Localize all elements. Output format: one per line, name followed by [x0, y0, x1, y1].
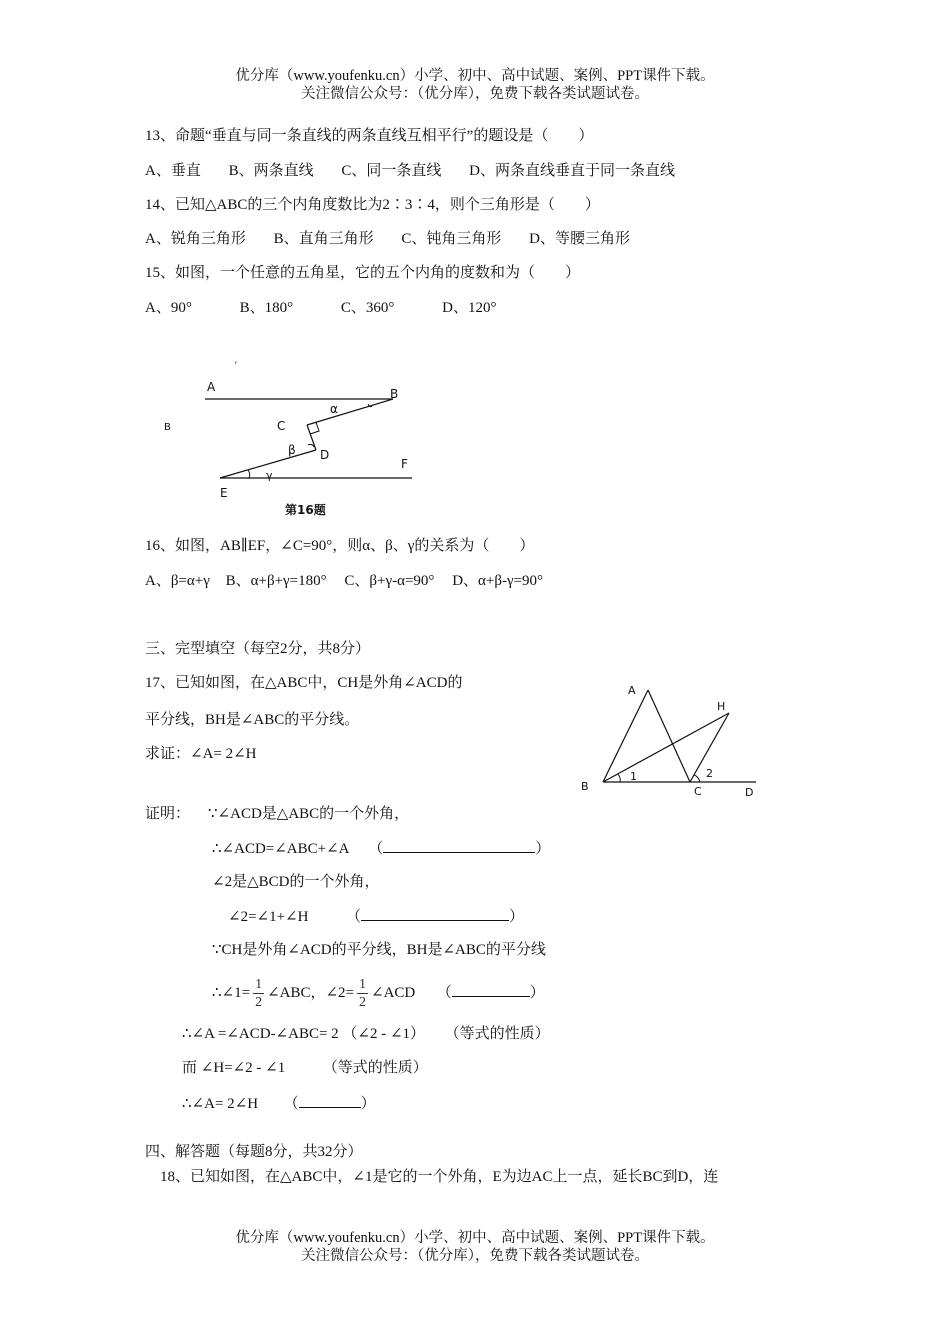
- segment-ba: [603, 690, 648, 782]
- proof-step-2: ∴∠ACD=∠ABC+∠A: [212, 841, 349, 857]
- proof-line-2: [212, 838, 550, 859]
- proof-line-6: [212, 976, 545, 1011]
- label-c: C: [694, 785, 702, 798]
- label-alpha: α: [330, 402, 338, 416]
- label-a: A: [628, 684, 636, 697]
- answer-blank-3[interactable]: [452, 982, 530, 997]
- figure-16-caption: 第16题: [285, 503, 326, 517]
- q15-options: [145, 298, 520, 318]
- label-a: A: [207, 380, 216, 394]
- q13-option-d: D、两条直线垂直于同一条直线: [469, 163, 675, 179]
- figure-17: [570, 680, 770, 805]
- q14-option-a: A、锐角三角形: [145, 231, 246, 247]
- angle-1-arc: [618, 774, 620, 782]
- proof-step-1: ∵∠ACD是△ABC的一个外角，: [208, 806, 410, 822]
- q16-text: 16、如图，AB∥EF，∠C=90°，则α、β、γ的关系为（ ）: [145, 538, 535, 554]
- open-paren: （: [283, 1096, 299, 1112]
- header-line-1: 优分库（www.youfenku.cn）小学、初中、高中试题、案例、PPT课件下载。: [235, 68, 715, 84]
- q14-option-d: D、等腰三角形: [529, 231, 630, 247]
- angle-arc-d: [308, 444, 314, 447]
- proof-step-6a: ∴∠1=: [212, 985, 251, 1001]
- proof-line-4: [228, 906, 524, 927]
- proof-reason-7: （等式的性质）: [444, 1026, 550, 1042]
- frac-num: 1: [255, 977, 263, 993]
- q13-options: [145, 161, 699, 181]
- q16-option-d: D、α+β-γ=90°: [452, 573, 544, 589]
- figure-16: [150, 350, 440, 525]
- answer-blank-4[interactable]: [299, 1093, 361, 1108]
- label-c: C: [277, 419, 286, 433]
- label-beta: β: [288, 443, 296, 457]
- fraction-half-1: [253, 976, 264, 1011]
- q15-text: 15、如图，一个任意的五角星，它的五个内角的度数和为（ ）: [145, 265, 581, 281]
- footer-line-1: 优分库（www.youfenku.cn）小学、初中、高中试题、案例、PPT课件下载。: [235, 1230, 715, 1246]
- label-stray-b: B: [164, 422, 171, 433]
- label-d: D: [320, 448, 330, 462]
- q15-option-d: D、120°: [442, 300, 497, 316]
- proof-step-8: 而 ∠H=∠2 - ∠1: [182, 1060, 286, 1076]
- proof-line-8: [182, 1058, 428, 1078]
- q16-option-a: A、β=α+γ: [145, 573, 210, 589]
- q17-line-2: 平分线，BH是∠ABC的平分线。: [145, 712, 360, 728]
- label-b: B: [581, 780, 589, 793]
- proof-line-9: [182, 1093, 376, 1114]
- label-f: F: [401, 457, 408, 471]
- q15-option-c: C、360°: [340, 300, 395, 316]
- close-paren: ）: [535, 841, 551, 857]
- label-gamma: γ: [266, 469, 273, 482]
- q13-option-b: B、两条直线: [228, 163, 314, 179]
- proof-step-9: ∴∠A= 2∠H: [182, 1096, 259, 1112]
- label-b: B: [390, 387, 399, 401]
- proof-line-1: [145, 804, 409, 824]
- proof-step-3: ∠2是△BCD的一个外角，: [212, 874, 380, 890]
- q13-option-c: C、同一条直线: [341, 163, 442, 179]
- segment-cd: [307, 425, 316, 450]
- q14-option-b: B、直角三角形: [273, 231, 374, 247]
- q16-option-b: B、α+β+γ=180°: [225, 573, 327, 589]
- label-d: D: [745, 786, 754, 799]
- proof-step-5: ∵CH是外角∠ACD的平分线，BH是∠ABC的平分线: [212, 942, 546, 958]
- frac-num: 1: [359, 977, 367, 993]
- frac-den: 2: [359, 995, 367, 1011]
- proof-line-7: [182, 1024, 550, 1044]
- label-e: E: [220, 486, 228, 500]
- q17-line-3: 求证：∠A= 2∠H: [145, 746, 257, 762]
- proof-step-6b: ∠ABC，∠2=: [267, 985, 355, 1001]
- proof-step-7: ∴∠A =∠ACD-∠ABC= 2 （∠2 - ∠1）: [182, 1026, 426, 1042]
- header-line-2: 关注微信公众号：（优分库），免费下载各类试题试卷。: [301, 86, 649, 102]
- label-angle-1: 1: [630, 770, 637, 783]
- section-4-title: 四、解答题（每题8分，共32分）: [145, 1144, 363, 1160]
- label-angle-2: 2: [706, 767, 713, 780]
- open-paren: （: [436, 985, 452, 1001]
- stray-dot: [234, 361, 238, 364]
- segment-bc: [307, 399, 393, 425]
- q14-option-c: C、钝角三角形: [401, 231, 502, 247]
- answer-blank-1[interactable]: [383, 838, 535, 853]
- q13-text: 13、命题“垂直与同一条直线的两条直线互相平行”的题设是（ ）: [145, 128, 594, 144]
- q14-options: [145, 229, 654, 249]
- q15-option-a: A、90°: [145, 300, 192, 316]
- close-paren: ）: [360, 1096, 376, 1112]
- proof-step-6c: ∠ACD: [371, 985, 416, 1001]
- q17-line-1: 17、已知如图，在△ABC中，CH是外角∠ACD的: [145, 675, 463, 691]
- q15-option-b: B、180°: [239, 300, 294, 316]
- q18-text: 18、已知如图，在△ABC中，∠1是它的一个外角，E为边AC上一点，延长BC到D，连: [160, 1169, 719, 1185]
- open-paren: （: [345, 909, 361, 925]
- angle-2-arc: [694, 775, 700, 782]
- q13-option-a: A、垂直: [145, 163, 201, 179]
- footer-line-2: 关注微信公众号：（优分库），免费下载各类试题试卷。: [301, 1248, 649, 1264]
- proof-prefix: 证明：: [145, 806, 191, 822]
- answer-blank-2[interactable]: [361, 906, 509, 921]
- open-paren: （: [368, 841, 384, 857]
- q14-text: 14、已知△ABC的三个内角度数比为2∶3∶4，则个三角形是（ ）: [145, 197, 600, 213]
- section-3-title: 三、完型填空（每空2分，共8分）: [145, 641, 371, 657]
- q16-option-c: C、β+γ-α=90°: [344, 573, 435, 589]
- angle-arc-e: [248, 470, 250, 478]
- close-paren: ）: [529, 985, 545, 1001]
- label-h: H: [717, 700, 726, 713]
- segment-ac: [648, 690, 690, 782]
- q16-options: [145, 571, 567, 591]
- close-paren: ）: [508, 909, 524, 925]
- fraction-half-2: [357, 976, 368, 1011]
- frac-den: 2: [255, 995, 263, 1011]
- proof-step-4: ∠2=∠1+∠H: [228, 909, 309, 925]
- proof-reason-8: （等式的性质）: [322, 1060, 428, 1076]
